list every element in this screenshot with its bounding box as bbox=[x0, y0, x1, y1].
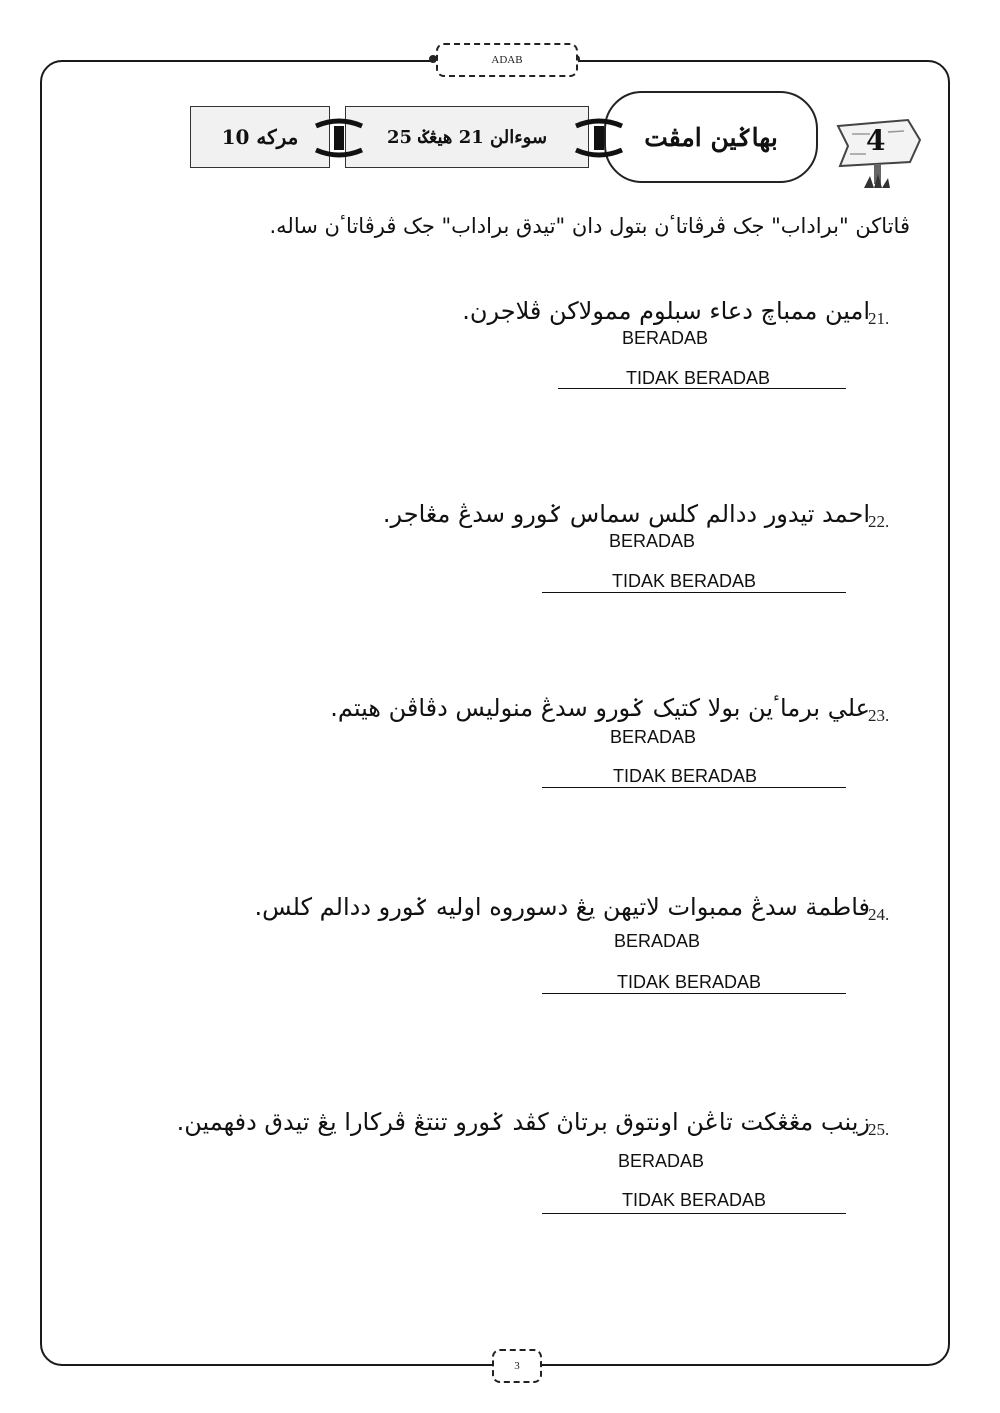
question-text: امين ممباچ دعاء سبلوم ممولاکن ڤلاجرن. bbox=[462, 297, 870, 325]
answer-underline bbox=[558, 388, 846, 389]
marks-box bbox=[190, 106, 330, 168]
answer-underline bbox=[542, 1213, 846, 1214]
answer-underline bbox=[542, 592, 846, 593]
subject-tag: ADAB bbox=[436, 43, 578, 77]
question-number: 24. bbox=[868, 905, 890, 924]
section-title: بهاݢين امڤت bbox=[644, 122, 778, 152]
page-number: 3 bbox=[492, 1349, 542, 1383]
question-number: 23. bbox=[868, 706, 890, 725]
instruction-text: ڤاتاکن "براداب" جک ڤرڤاتاٴن بتول دان "تيدق براداب" جک ڤرڤاتاٴن ساله. bbox=[269, 214, 910, 238]
option-tidak-beradab[interactable]: TIDAK BERADAB bbox=[625, 368, 771, 388]
option-beradab[interactable]: BERADAB bbox=[617, 1151, 705, 1171]
section-number: 4 bbox=[866, 124, 886, 157]
option-beradab[interactable]: BERADAB bbox=[609, 727, 697, 747]
question-number: 25. bbox=[868, 1120, 890, 1139]
connector-marks-range bbox=[310, 118, 368, 158]
option-beradab[interactable]: BERADAB bbox=[613, 931, 701, 951]
question-text: فاطمة سدڠ ممبوات لاتيهن يڠ دسوروه اوليه ݢورو ددالم کلس. bbox=[254, 893, 870, 921]
answer-underline bbox=[542, 993, 846, 994]
option-tidak-beradab[interactable]: TIDAK BERADAB bbox=[612, 766, 758, 786]
answer-underline bbox=[542, 787, 846, 788]
question-text: احمد تيدور ددالم کلس سماس ݢورو سدڠ مڠاجر. bbox=[382, 500, 870, 528]
question-range-box bbox=[345, 106, 589, 168]
option-beradab[interactable]: BERADAB bbox=[608, 531, 696, 551]
question-range-label: سوءالن 21 هيڠݢ 25 bbox=[386, 126, 548, 148]
option-tidak-beradab[interactable]: TIDAK BERADAB bbox=[616, 972, 762, 992]
question-number: 22. bbox=[868, 512, 890, 531]
option-tidak-beradab[interactable]: TIDAK BERADAB bbox=[611, 571, 757, 591]
question-text: زينب مڠڠکت تاڠن اونتوق برتاڽ کڤد ݢورو تنتڠ ڤرکارا يڠ تيدق دفهمين. bbox=[176, 1108, 870, 1136]
option-tidak-beradab[interactable]: TIDAK BERADAB bbox=[621, 1190, 767, 1210]
marks-label: 10 مرکه bbox=[221, 125, 299, 149]
section-title-box bbox=[604, 91, 818, 183]
question-text: علي برماٴين بولا کتيک ݢورو سدڠ منوليس دڤاڤن هيتم. bbox=[330, 694, 870, 722]
connector-range-title bbox=[570, 118, 628, 158]
option-beradab[interactable]: BERADAB bbox=[621, 328, 709, 348]
question-number: 21. bbox=[868, 309, 890, 328]
